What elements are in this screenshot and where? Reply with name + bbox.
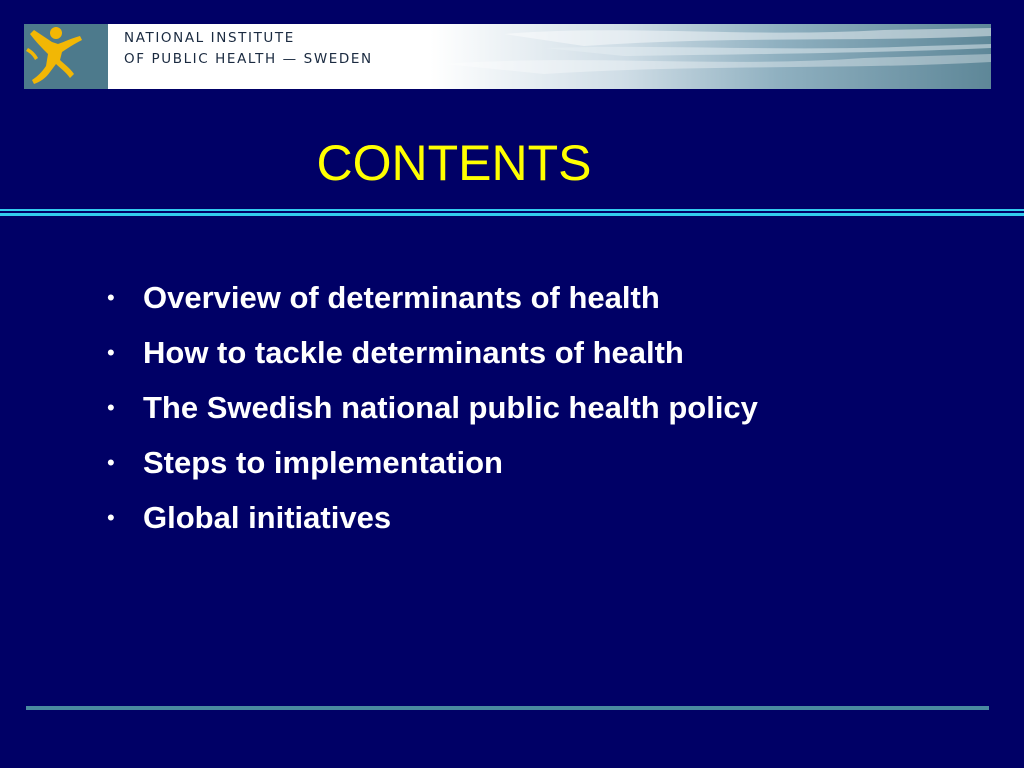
slide-title: CONTENTS <box>316 135 592 191</box>
list-item-text: Global initiatives <box>143 500 392 535</box>
list-item-text: Overview of determinants of health <box>143 280 660 315</box>
organization-name-line1: NATIONAL INSTITUTE <box>124 30 295 46</box>
organization-name-line2: OF PUBLIC HEALTH — SWEDEN <box>124 51 373 67</box>
list-item <box>105 500 865 536</box>
header-banner <box>24 24 991 89</box>
bullet-icon <box>107 500 115 536</box>
list-item-text: How to tackle determinants of health <box>143 335 684 370</box>
list-item <box>105 445 865 481</box>
list-item <box>105 335 865 371</box>
title-divider <box>0 209 1024 219</box>
organization-name <box>124 28 373 70</box>
list-item-text: Steps to implementation <box>143 445 503 480</box>
bullet-icon <box>107 280 115 316</box>
list-item-text: The Swedish national public health policy <box>143 390 758 425</box>
contents-list <box>105 280 865 555</box>
list-item <box>105 280 865 316</box>
footer-divider <box>26 706 989 710</box>
bullet-icon <box>107 390 115 426</box>
bullet-icon <box>107 445 115 481</box>
bullet-icon <box>107 335 115 371</box>
list-item <box>105 390 865 426</box>
